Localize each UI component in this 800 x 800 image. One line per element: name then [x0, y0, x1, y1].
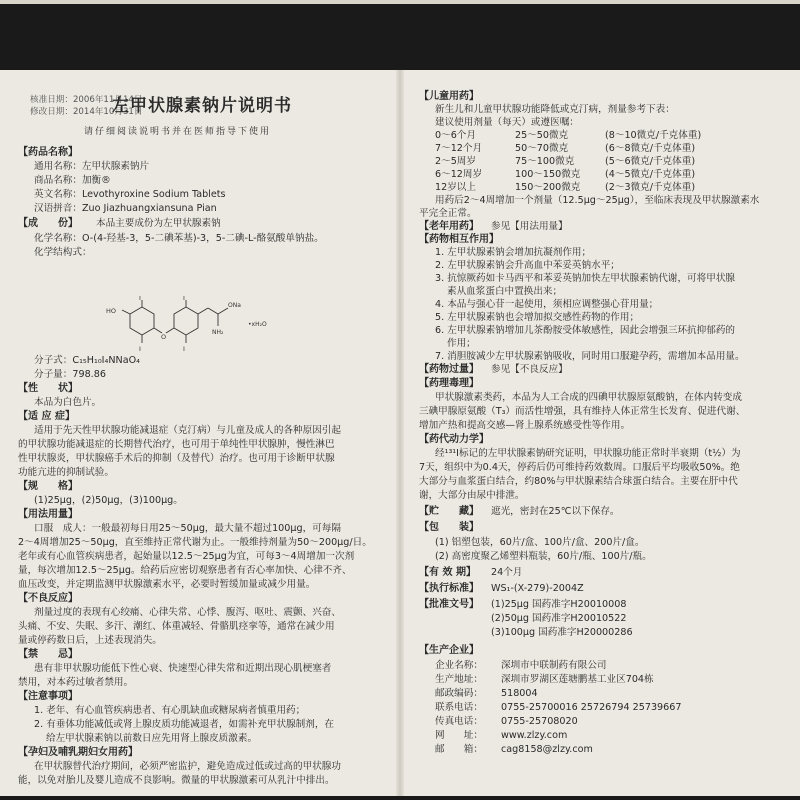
structure-iodine-2: I	[139, 345, 141, 353]
approval-line: (2)50μg 国药准字H20010522	[491, 613, 627, 624]
spec-text: (1)25μg，(2)50μg，(3)100μg。	[34, 495, 183, 506]
pediatric-note: 用药后2～4周增加一个剂量（12.5μg～25μg），至临床表现及甲状腺激素水	[435, 195, 760, 206]
revision-date: 修改日期：2014年10月31日	[30, 107, 143, 117]
usage-line: 血压改变，并定期监测甲状腺激素水平，必要时暂缓加量或减少用量。	[18, 579, 316, 590]
drug-name-header: 【药品名称】	[18, 147, 78, 158]
pediatric-intro: 新生儿和儿童甲状腺功能降低或克汀病，剂量参考下表：	[435, 104, 675, 115]
interactions-line: 2. 左甲状腺素钠会升高血中苯妥英钠水平；	[435, 260, 620, 271]
manufacturer-value: 深圳市罗湖区莲塘鹏基工业区704栋	[501, 674, 654, 685]
pediatric-per-kg: (5～6微克/千克体重)	[605, 156, 696, 167]
pediatric-intro: 建议使用剂量（每天）或遵医嘱：	[435, 117, 579, 128]
pediatric-dose: 150～200微克	[515, 182, 581, 193]
overdose-text: 参见【不良反应】	[491, 364, 568, 375]
center-fold	[396, 70, 404, 796]
manufacturer-value: 0755-25700016 25726794 25739667	[501, 702, 682, 713]
trade-name: 商品名称：加衡®	[34, 175, 111, 186]
document-subtitle: 请仔细阅读说明书并在医师指导下使用	[84, 127, 272, 137]
interactions-header: 【药物相互作用】	[419, 234, 499, 245]
pediatric-note: 平完全正常。	[419, 208, 477, 219]
toxicology-line: 甲状腺激素类药，本品为人工合成的四碘甲状腺原氨酸钠，在体内转变成	[435, 392, 742, 403]
structure-oxygen: O	[161, 333, 167, 341]
toxicology-line: 三碘甲腺原氨酸（T₃）而活性增强，具有维持人体正常生长发育、促进代谢、	[419, 406, 746, 417]
approval-line: (1)25μg 国药准字H20010008	[491, 599, 627, 610]
pediatric-age: 7～12个月	[435, 143, 483, 154]
usage-header: 【用法用量】	[18, 509, 78, 520]
package-line: (1) 铝塑包装，60片/盒、100片/盒、200片/盒。	[435, 537, 645, 548]
toxicology-header: 【药理毒理】	[419, 378, 479, 389]
manufacturer-value: 518004	[501, 688, 538, 699]
adverse-header: 【不良反应】	[18, 593, 78, 604]
manufacturer-label: 传真电话：	[435, 716, 483, 727]
storage-header: 【贮 藏】	[419, 506, 479, 517]
pediatric-per-kg: (4～5微克/千克体重)	[605, 169, 696, 180]
pediatric-dose: 50～70微克	[515, 143, 569, 154]
contraindications-line: 患有非甲状腺功能低下性心衰、快速型心律失常和近期出现心肌梗塞者	[34, 663, 332, 674]
pediatric-header: 【儿童用药】	[419, 91, 479, 102]
storage-text: 遮光，密封在25℃以下保存。	[491, 506, 620, 517]
approval-date: 核准日期：2006年11月14日	[30, 95, 143, 105]
interactions-line: 7. 消胆胺减少左甲状腺素钠吸收，同时用口服避孕药，需增加本品用量。	[435, 351, 745, 362]
manufacturer-label: 企业名称：	[435, 660, 483, 671]
standard-text: WS₁-(X-279)-2004Z	[491, 583, 584, 594]
left-column	[0, 70, 395, 796]
approval-header: 【批准文号】	[419, 599, 479, 610]
adverse-line: 头痛、不安、失眠、多汗、潮红、体重减轻、骨骼肌痉挛等，通常在减少用	[18, 621, 335, 632]
pediatric-per-kg: (2～3微克/千克体重)	[605, 182, 696, 193]
structure-ona: ONa	[228, 302, 241, 309]
indications-header: 【适 应 症】	[18, 411, 75, 422]
manufacturer-value: 0755-25708020	[501, 716, 578, 727]
structure-label: 化学结构式：	[34, 247, 92, 258]
adverse-line: 剂量过度的表现有心绞痛、心律失常、心悸、腹泻、呕吐、震颤、兴奋、	[34, 607, 341, 618]
pinyin-name: 汉语拼音：Zuo Jiazhuangxiansuna Pian	[34, 203, 217, 214]
pediatric-dose: 25～50微克	[515, 130, 569, 141]
precautions-line: 2. 有垂体功能减低或肾上腺皮质功能减退者，如需补充甲状腺制剂，在	[34, 719, 335, 730]
pharmacokinetics-line: 7天，组织中为0.4天，停药后仍可维持药效数周。口服后平均吸收50%。绝	[419, 462, 740, 473]
contraindications-header: 【禁 忌】	[18, 649, 78, 660]
indications-line: 性甲状腺炎，甲状腺癌手术后的抑制（及替代）治疗。也可用于诊断甲状腺	[18, 453, 335, 464]
interactions-line: 作用；	[447, 338, 476, 349]
interactions-line: 3. 抗惊厥药如卡马西平和苯妥英钠加快左甲状腺素钠代谢，可将甲状腺	[435, 273, 736, 284]
structure-iodine-3: I	[183, 296, 185, 302]
manufacturer-value: 深圳市中联制药有限公司	[501, 660, 607, 671]
description-header: 【性 状】	[18, 383, 78, 394]
composition-text: 本品主要成份为左甲状腺素钠	[96, 218, 221, 229]
precautions-header: 【注意事项】	[18, 691, 78, 702]
usage-line: 量，每次增加12.5～25μg。给药后应密切观察患者有否心率加快、心律不齐、	[18, 565, 352, 576]
adverse-line: 量或停药数日后，上述表现消失。	[18, 635, 162, 646]
overdose-header: 【药物过量】	[419, 364, 479, 375]
structure-hydrate: •xH₂O	[248, 321, 267, 328]
leaflet-sheet	[0, 70, 800, 796]
elderly-text: 参见【用法用量】	[491, 221, 568, 232]
generic-name: 通用名称：左甲状腺素钠片	[34, 161, 150, 172]
pediatric-age: 6～12周岁	[435, 169, 483, 180]
standard-header: 【执行标准】	[419, 583, 479, 594]
usage-line: 老年或有心血管疾病患者，起始量以12.5～25μg为宜，可每3～4周增加一次剂	[18, 551, 355, 562]
contraindications-line: 禁用，对本药过敏者禁用。	[18, 677, 134, 688]
chemical-structure	[100, 296, 280, 358]
approval-line: (3)100μg 国药准字H20000286	[491, 627, 633, 638]
molecular-weight: 分子量：798.86	[34, 369, 106, 380]
usage-line: 2～4周增加25～50μg，直至维持正常代谢为止。一般维持剂量为50～200μg/日。	[18, 537, 372, 548]
pediatric-per-kg: (6～8微克/千克体重)	[605, 143, 696, 154]
manufacturer-label: 生产地址：	[435, 674, 483, 685]
precautions-line: 1. 老年、有心血管疾病患者、有心肌缺血或糖尿病者慎重用药；	[34, 705, 306, 716]
pharmacokinetics-line: 谢，大部分由尿中排泄。	[419, 490, 525, 501]
interactions-line: 素从血浆蛋白中置换出来；	[447, 286, 563, 297]
indications-line: 适用于先天性甲状腺功能减退症（克汀病）与儿童及成人的各种原因引起	[34, 425, 341, 436]
structure-ho: HO	[106, 307, 117, 315]
manufacturer-website: www.zlzy.com	[501, 730, 568, 741]
pharmacokinetics-line: 经¹³¹I标记的左甲状腺素钠研究证明，甲状腺功能正常时半衰期（t½）为	[435, 448, 741, 459]
structure-iodine-4: I	[183, 345, 185, 353]
spec-header: 【规 格】	[18, 481, 78, 492]
english-name: 英文名称：Levothyroxine Sodium Tablets	[34, 189, 226, 200]
right-column	[405, 70, 800, 796]
manufacturer-header: 【生产企业】	[419, 645, 479, 656]
pharmacokinetics-header: 【药代动力学】	[419, 434, 489, 445]
pediatric-dose: 100～150微克	[515, 169, 581, 180]
elderly-header: 【老年用药】	[419, 221, 479, 232]
toxicology-line: 增加产热和提高交感—肾上腺系统感受性等作用。	[419, 420, 631, 431]
interactions-line: 1. 左甲状腺素钠会增加抗凝剂作用；	[435, 247, 592, 258]
document-title: 左甲状腺素钠片说明书	[112, 96, 292, 116]
structure-nh2: NH₂	[212, 329, 224, 336]
validity-text: 24个月	[491, 567, 523, 578]
indications-line: 的甲状腺功能减退症的长期替代治疗，也可用于单纯性甲状腺肿，慢性淋巴	[18, 439, 335, 450]
manufacturer-label: 联系电话：	[435, 702, 483, 713]
pediatric-age: 0～6个月	[435, 130, 476, 141]
precautions-line: 给左甲状腺素钠以前数日应先用肾上腺皮质激素。	[46, 733, 258, 744]
usage-line: 口服 成人：一般最初每日用25～50μg，最大量不超过100μg，可每隔	[34, 523, 341, 534]
pediatric-age: 2～5周岁	[435, 156, 476, 167]
interactions-line: 5. 左甲状腺素钠也会增加拟交感性药物的作用；	[435, 312, 640, 323]
indications-line: 功能亢进的抑制试验。	[18, 467, 114, 478]
structure-iodine-1: I	[139, 296, 141, 302]
pregnancy-header: 【孕妇及哺乳期妇女用药】	[18, 747, 138, 758]
molecular-formula: 分子式：C₁₅H₁₀I₄NNaO₄	[34, 355, 140, 366]
package-header: 【包 装】	[419, 522, 479, 533]
description-text: 本品为白色片。	[34, 397, 102, 408]
composition-header: 【成 份】	[18, 218, 78, 229]
pregnancy-line: 能，以免对胎儿及婴儿造成不良影响。微量的甲状腺激素可从乳汁中排出。	[18, 775, 335, 786]
package-line: (2) 高密度聚乙烯塑料瓶装，60片/瓶、100片/瓶。	[435, 551, 652, 562]
manufacturer-label: 邮 箱：	[435, 744, 483, 755]
validity-header: 【有 效 期】	[419, 567, 476, 578]
interactions-line: 4. 本品与强心苷一起使用，须相应调整强心苷用量；	[435, 299, 659, 310]
manufacturer-label: 网 址：	[435, 730, 483, 741]
chemical-name: 化学名称：O-(4-羟基-3，5-二碘苯基)-3，5-二碘-L-酪氨酸单钠盐。	[34, 233, 324, 244]
manufacturer-email: cag8158@zlzy.com	[501, 744, 593, 755]
manufacturer-label: 邮政编码：	[435, 688, 483, 699]
pediatric-age: 12岁以上	[435, 182, 476, 193]
pharmacokinetics-line: 大部分与血浆蛋白结合，约80%与甲状腺素结合球蛋白结合。主要在肝中代	[419, 476, 738, 487]
pregnancy-line: 在甲状腺替代治疗期间，必须严密监护，避免造成过低或过高的甲状腺功	[34, 761, 341, 772]
top-edge	[0, 0, 800, 4]
pediatric-dose: 75～100微克	[515, 156, 575, 167]
interactions-line: 6. 左甲状腺素钠增加儿茶酚胺受体敏感性，因此会增强三环抗抑郁药的	[435, 325, 736, 336]
pediatric-per-kg: (8～10微克/千克体重)	[605, 130, 702, 141]
